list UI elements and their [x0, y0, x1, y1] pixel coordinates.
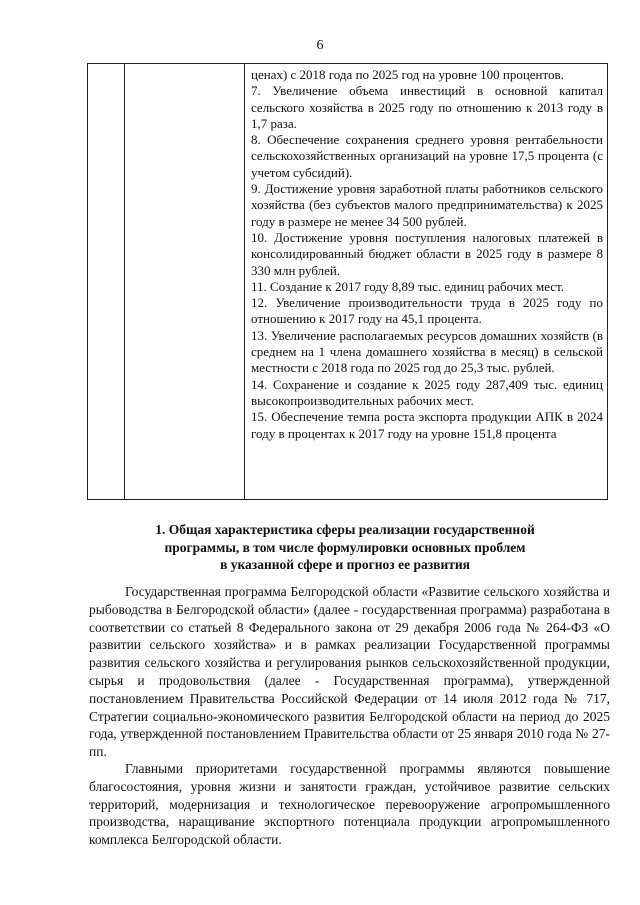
table-column-divider: [244, 64, 245, 499]
section-heading-line: 1. Общая характеристика сферы реализации государственной: [155, 522, 535, 537]
indicator-item: 10. Достижение уровня поступления налоговых платежей в консолидированный бюджет области в 2025 году в размере 8 330 млн рублей.: [251, 229, 603, 278]
table-column-divider: [124, 64, 125, 499]
section-heading-line: в указанной сфере и прогноз ее развития: [220, 557, 470, 572]
indicator-item: 14. Сохранение и создание к 2025 году 287,409 тыс. единиц высокопроизводительных рабочих мест.: [251, 376, 603, 408]
body-paragraph: Главными приоритетами государственной программы являются повышение благосостояния, уровня жизни и занятости граждан, устойчивое развитие сельских территорий, модернизация и технологическое перевооружение агропромышленного производства, наращивание экспортного потенциала продукции агропромышленного комплекса Белгородской области.: [89, 761, 610, 848]
indicator-item: 8. Обеспечение сохранения среднего уровня рентабельности сельскохозяйственных организаций на уровне 17,5 процента (с учетом субсидий).: [251, 132, 603, 180]
section-heading: [110, 521, 580, 574]
indicator-item: 13. Увеличение располагаемых ресурсов домашних хозяйств (в среднем на 1 члена домашнего хозяйства в месяц) в сельской местности с 2018 года по 2025 год до 25,3 тыс. рублей.: [251, 327, 603, 376]
indicator-item: 11. Создание к 2017 году 8,89 тыс. единиц рабочих мест.: [251, 278, 565, 294]
indicator-item: 12. Увеличение производительности труда в 2025 году по отношению к 2017 году на 45,1 процента.: [251, 295, 603, 327]
body-paragraph: Государственная программа Белгородской области «Развитие сельского хозяйства и рыбоводства в Белгородской области» (далее - государственная программа) разработана в соответствии со статьей 8 Федерального закона от 29 декабря 2006 года № 264-ФЗ «О развитии сельского хозяйства» и в рамках реализации Государственной программы развития сельского хозяйства и регулирования рынков сельскохозяйственной продукции, сырья и продовольствия (далее - Государственная программа), утвержденной постановлением Правительства Российской Федерации от 14 июля 2012 года № 717, Стратегии социально-экономического развития Белгородской области на период до 2025 года, утвержденной постановлением Правительства области от 25 января 2010 года № 27-пп.: [89, 584, 610, 760]
indicator-item: 15. Обеспечение темпа роста экспорта продукции АПК в 2024 году в процентах к 2017 году на уровне 151,8 процента: [251, 409, 603, 441]
indicator-item: 9. Достижение уровня заработной платы работников сельского хозяйства (без субъектов малого предпринимательства) к 2025 году в размере не менее 34 500 рублей.: [251, 181, 603, 229]
indicators-table: [87, 63, 608, 500]
section-heading-line: программы, в том числе формулировки основных проблем: [164, 539, 526, 555]
indicator-item: 7. Увеличение объема инвестиций в основной капитал сельского хозяйства в 2025 году по отношению к 2013 году в 1,7 раза.: [251, 83, 603, 131]
indicator-item: ценах) с 2018 года по 2025 год на уровне 100 процентов.: [251, 67, 564, 82]
indicators-cell: [251, 67, 603, 442]
page-number: 6: [316, 38, 324, 53]
